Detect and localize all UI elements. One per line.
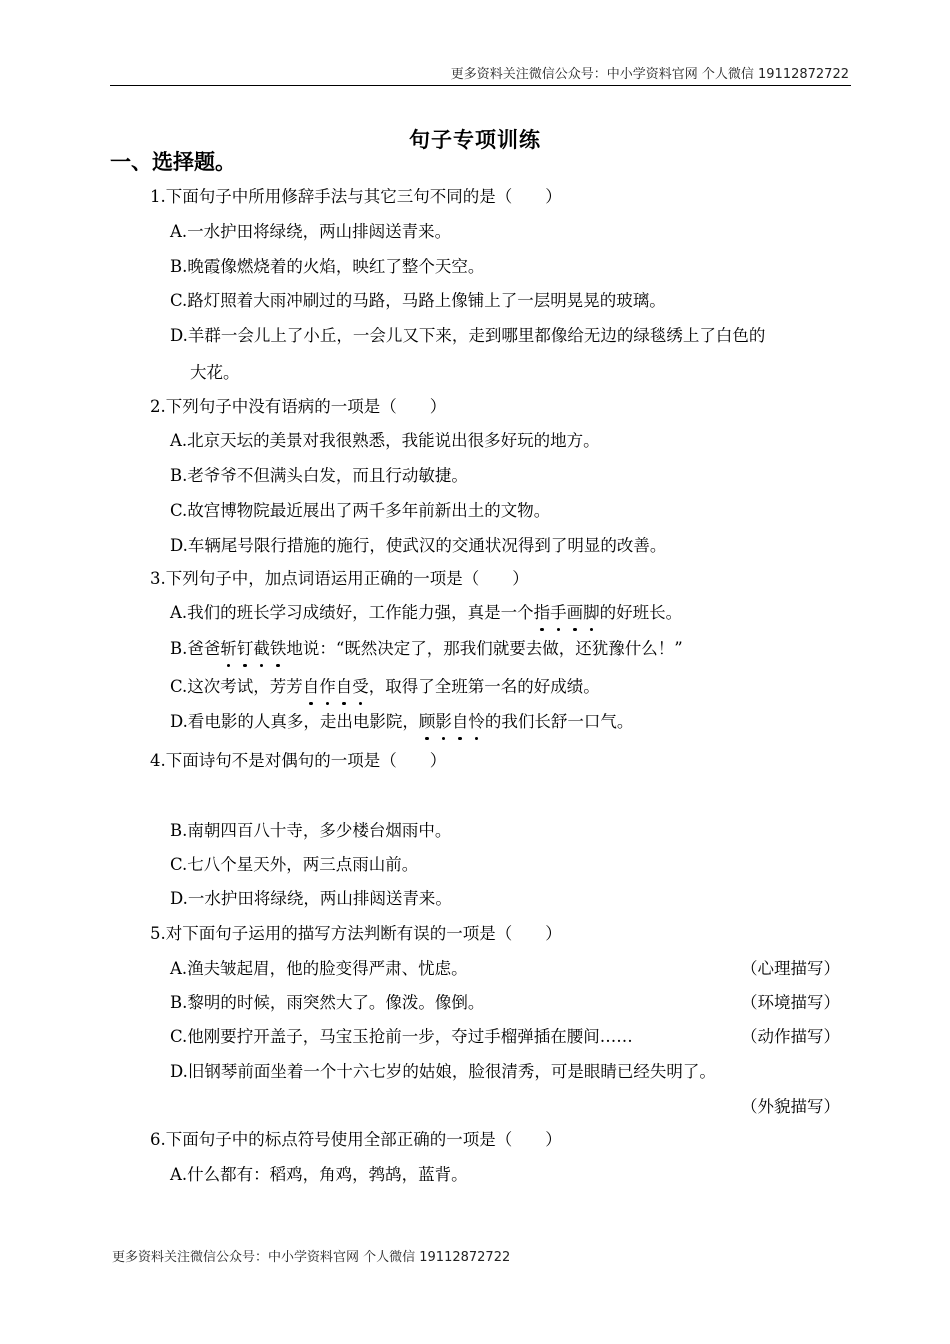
emphasis-char: 铁 bbox=[269, 639, 287, 658]
page-footer: 更多资料关注微信公众号：中小学资料官网 个人微信 19112872722 bbox=[112, 1250, 511, 1265]
question-5-option-b-note: （环境描写） bbox=[741, 993, 840, 1012]
question-1-option-d: D.羊群一会儿上了小丘，一会儿又下来，走到哪里都像给无边的绿毯绣上了白色的 bbox=[170, 326, 766, 345]
emphasis-char: 自 bbox=[451, 712, 469, 731]
question-2-option-a: A.北京天坛的美景对我很熟悉，我能说出很多好玩的地方。 bbox=[170, 431, 600, 450]
option-c-text-before: C.这次考试，芳芳 bbox=[170, 677, 303, 696]
question-6-option-a: A.什么都有：稻鸡，角鸡，鹁鸪，蓝背。 bbox=[170, 1165, 468, 1184]
emphasis-char: 斩 bbox=[220, 639, 237, 658]
question-3-stem: 3.下列句子中，加点词语运用正确的一项是（ ） bbox=[150, 569, 529, 588]
question-4-option-d: D.一水护田将绿绕，两山排闼送青来。 bbox=[170, 889, 452, 908]
option-b-dotted-phrase bbox=[220, 639, 286, 658]
option-b-text-after: 地说：“既然决定了，那我们就要去做，还犹豫什么！” bbox=[286, 639, 683, 658]
option-a-text-before: A.我们的班长学习成绩好，工作能力强，真是一个 bbox=[170, 603, 534, 622]
option-d-dotted-phrase bbox=[419, 712, 485, 731]
emphasis-char: 脚 bbox=[583, 603, 600, 622]
question-4-stem: 4.下面诗句不是对偶句的一项是（ ） bbox=[150, 751, 447, 770]
question-5-option-c: C.他刚要拧开盖子，马宝玉抢前一步，夺过手榴弹插在腰间…… bbox=[170, 1027, 633, 1046]
question-5-option-c-note: （动作描写） bbox=[741, 1027, 840, 1046]
page-header: 更多资料关注微信公众号：中小学资料官网 个人微信 19112872722 bbox=[450, 67, 849, 82]
question-5-option-d: D.旧钢琴前面坐着一个十六七岁的姑娘，脸很清秀，可是眼睛已经失明了。 bbox=[170, 1062, 716, 1081]
question-2-option-c: C.故宫博物院最近展出了两千多年前新出土的文物。 bbox=[170, 501, 551, 520]
question-1-option-d-continued: 大花。 bbox=[190, 363, 240, 382]
page-title: 句子专项训练 bbox=[409, 128, 541, 152]
question-2-option-b: B.老爷爷不但满头白发，而且行动敏捷。 bbox=[170, 466, 468, 485]
option-d-text-after: 的我们长舒一口气。 bbox=[484, 712, 634, 731]
question-1-option-c: C.路灯照着大雨冲刷过的马路，马路上像铺上了一层明晃晃的玻璃。 bbox=[170, 291, 666, 310]
emphasis-char: 自 bbox=[335, 677, 353, 696]
emphasis-char: 顾 bbox=[418, 712, 436, 731]
option-b-text-before: B.爸爸 bbox=[170, 639, 221, 658]
question-4-option-b: B.南朝四百八十寺，多少楼台烟雨中。 bbox=[170, 821, 452, 840]
emphasis-char: 手 bbox=[550, 603, 567, 622]
emphasis-char: 影 bbox=[435, 712, 452, 731]
emphasis-char: 指 bbox=[533, 603, 551, 622]
question-6-stem: 6.下面句子中的标点符号使用全部正确的一项是（ ） bbox=[150, 1130, 562, 1149]
option-c-text-after: ，取得了全班第一名的好成绩。 bbox=[368, 677, 600, 696]
option-c-dotted-phrase bbox=[303, 677, 369, 696]
question-1-option-b: B.晚霞像燃烧着的火焰，映红了整个天空。 bbox=[170, 257, 485, 276]
question-3-option-c bbox=[170, 676, 600, 698]
question-4-option-c: C.七八个星天外，两三点雨山前。 bbox=[170, 855, 419, 874]
question-5-option-d-note: （外貌描写） bbox=[741, 1097, 840, 1116]
emphasis-char: 截 bbox=[253, 639, 270, 658]
emphasis-char: 自 bbox=[302, 677, 320, 696]
question-1-option-a: A.一水护田将绿绕，两山排闼送青来。 bbox=[170, 222, 452, 241]
emphasis-char: 怜 bbox=[468, 712, 485, 731]
option-a-dotted-phrase bbox=[534, 603, 600, 622]
emphasis-char: 钉 bbox=[236, 639, 254, 658]
question-3-option-d bbox=[170, 711, 633, 733]
question-2-stem: 2.下列句子中没有语病的一项是（ ） bbox=[150, 397, 447, 416]
question-3-option-b bbox=[170, 638, 683, 660]
question-1-stem: 1.下面句子中所用修辞手法与其它三句不同的是（ ） bbox=[150, 187, 562, 206]
section-heading: 一、选择题。 bbox=[110, 150, 236, 174]
option-d-text-before: D.看电影的人真多，走出电影院， bbox=[170, 712, 419, 731]
question-5-option-b: B.黎明的时候，雨突然大了。像泼。像倒。 bbox=[170, 993, 485, 1012]
emphasis-char: 受 bbox=[352, 677, 369, 696]
question-2-option-d: D.车辆尾号限行措施的施行，使武汉的交通状况得到了明显的改善。 bbox=[170, 536, 667, 555]
option-a-text-after: 的好班长。 bbox=[599, 603, 683, 622]
emphasis-char: 作 bbox=[319, 677, 336, 696]
question-3-option-a bbox=[170, 602, 682, 624]
question-5-option-a-note: （心理描写） bbox=[741, 959, 840, 978]
emphasis-char: 画 bbox=[566, 603, 584, 622]
question-5-stem: 5.对下面句子运用的描写方法判断有误的一项是（ ） bbox=[150, 924, 562, 943]
question-5-option-a: A.渔夫皱起眉，他的脸变得严肃、忧虑。 bbox=[170, 959, 468, 978]
header-divider bbox=[110, 85, 851, 86]
